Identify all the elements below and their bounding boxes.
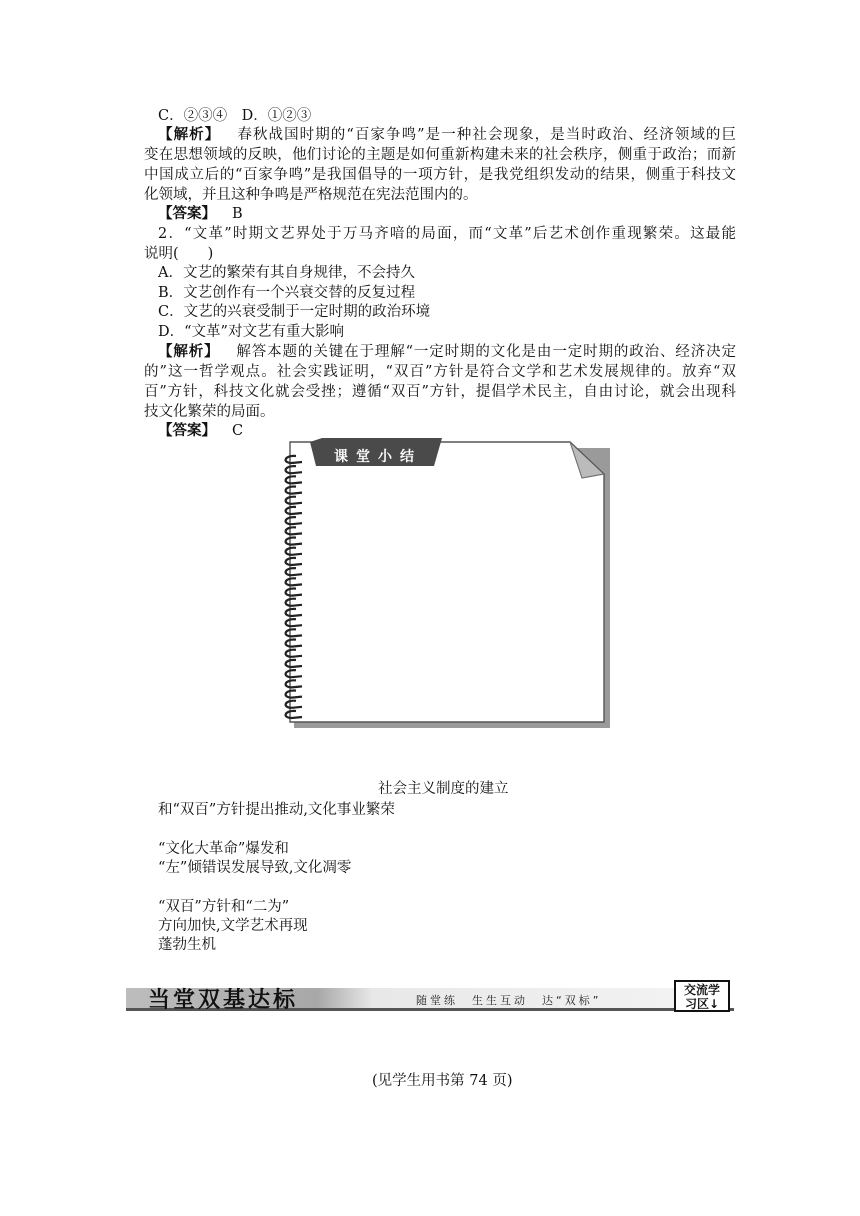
section-banner (126, 980, 734, 1014)
summary-banner: 课堂小结 (334, 449, 422, 465)
q2-analysis-label: 【解析】 (158, 343, 220, 360)
q1-analysis-text-1: 春秋战国时期的“百家争鸣”是一种社会现象，是当时政治、经济领域的巨 (236, 127, 737, 143)
summary-line-6: “双百”方针和“二为” (158, 899, 290, 915)
q2-analysis-line-4: 技文化繁荣的局面。 (144, 404, 275, 420)
q1-analysis-line-3: 中国成立后的“百家争鸣”是我国倡导的一项方针，是我党组织发动的结果，侧重于科技文 (144, 167, 736, 183)
summary-notebook (282, 438, 612, 730)
q2-stem-line-2: 说明( ) (144, 246, 214, 262)
q2-answer: C (232, 423, 244, 439)
q2-option-c: C．文艺的兴衰受制于一定时期的政治环境 (158, 304, 431, 320)
q1-options-cd: C．②③④ D．①②③ (158, 108, 312, 124)
q1-answer-line (158, 204, 243, 224)
exchange-area-button[interactable] (674, 980, 730, 1012)
q2-analysis-line-2: 的”这一哲学观点。社会实践证明，“双百”方针是符合文学和艺术发展规律的。放弃“双 (144, 364, 736, 380)
q2-answer-label: 【答案】 (158, 422, 216, 439)
q1-answer-label: 【答案】 (158, 205, 216, 222)
q1-analysis-label: 【解析】 (158, 126, 221, 143)
q2-answer-line (158, 421, 243, 441)
q1-analysis-line-1 (158, 125, 736, 145)
q2-analysis-line-3: 百”方针，科技文化就会受挫；遵循“双百”方针，提倡学术民主，自由讨论，就会出现科 (144, 384, 736, 400)
q1-answer: B (232, 206, 243, 222)
q1-analysis-line-4: 化领域，并且这种争鸣是严格规范在宪法范围内的。 (144, 187, 478, 203)
section-subtitle: 随堂练 生生互动 达“双标” (416, 994, 602, 1007)
section-title: 当堂双基达标 (148, 987, 299, 1013)
q1-analysis-line-2: 变在思想领域的反映，他们讨论的主题是如何重新构建未来的社会秩序，侧重于政治；而新 (144, 147, 736, 163)
exchange-line-1: 交流学 (683, 983, 720, 997)
q2-stem-line-1: 2．“文革”时期文艺界处于万马齐喑的局面，而“文革”后艺术创作重现繁荣。这最能 (158, 226, 736, 242)
exchange-line-2: 习区↓ (684, 997, 720, 1011)
page-reference: (见学生用书第 74 页) (372, 1073, 513, 1089)
summary-line-8: 蓬勃生机 (158, 937, 216, 953)
q2-analysis-text-1: 解答本题的关键在于理解“一定时期的文化是由一定时期的政治、经济决定 (235, 344, 736, 360)
notebook-drawing (282, 438, 612, 730)
q2-analysis-line-1 (158, 342, 736, 362)
summary-line-4: “左”倾错误发展导致,文化凋零 (158, 860, 352, 876)
summary-line-7: 方向加快,文学艺术再现 (158, 918, 308, 934)
q2-option-d: D．“文革”对文艺有重大影响 (158, 324, 344, 340)
q2-option-b: B．文艺创作有一个兴衰交替的反复过程 (158, 285, 416, 301)
q2-option-a: A．文艺的繁荣有其自身规律，不会持久 (158, 265, 415, 281)
summary-line-1: 和“双百”方针提出推动,文化事业繁荣 (158, 802, 395, 818)
summary-line-3: “文化大革命”爆发和 (158, 841, 289, 857)
summary-center-line: 社会主义制度的建立 (378, 781, 509, 797)
